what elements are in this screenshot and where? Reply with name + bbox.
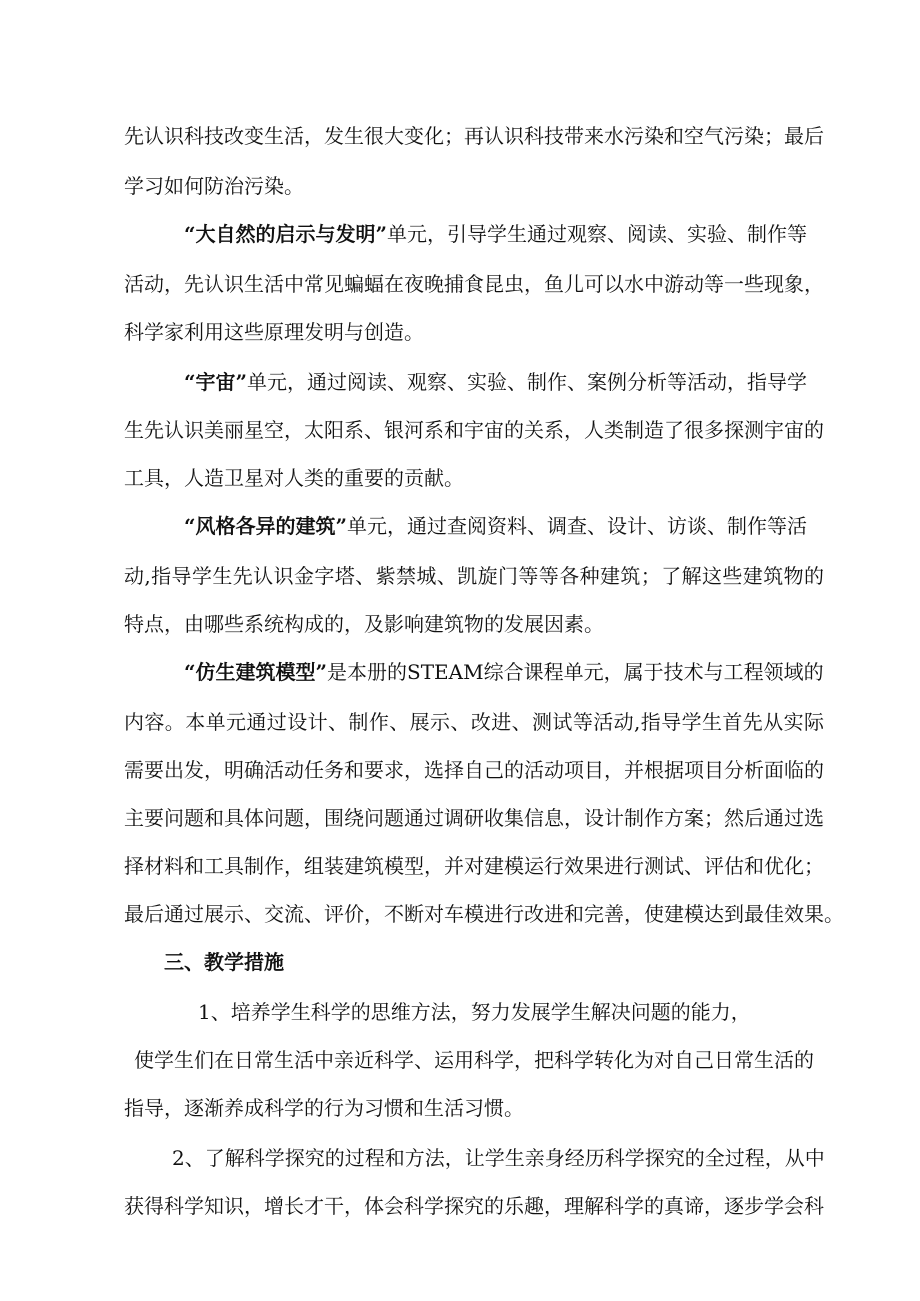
paragraph-line: 科学家利用这些原理发明与创造。	[124, 320, 424, 344]
measure-line: 1、培养学生科学的思维方法，努力发展学生解决问题的能力，	[198, 1000, 751, 1024]
measure-line: 2、了解科学探究的过程和方法，让学生亲身经历科学探究的全过程，从中	[172, 1146, 825, 1170]
measure-line: 指导，逐渐养成科学的行为习惯和生活习惯。	[124, 1096, 524, 1120]
paragraph-first-line	[184, 370, 807, 394]
paragraph-line: 择材料和工具制作，组装建筑模型，并对建模运行效果进行测试、评估和优化；	[124, 854, 824, 878]
unit-title: “宇宙”	[184, 370, 248, 394]
paragraph-first-line	[184, 514, 807, 538]
measure-line: 获得科学知识，增长才干，体会科学探究的乐趣，理解科学的真谛，逐步学会科	[124, 1194, 824, 1218]
paragraph-line: 动,指导学生先认识金字塔、紫禁城、凯旋门等等各种建筑；了解这些建筑物的	[124, 564, 824, 588]
paragraph-first-line	[184, 222, 807, 246]
paragraph-line: 内容。本单元通过设计、制作、展示、改进、测试等活动,指导学生首先从实际	[124, 710, 824, 734]
paragraph-text: 单元，通过阅读、观察、实验、制作、案例分析等活动，指导学	[247, 370, 808, 394]
paragraph-line: 需要出发，明确活动任务和要求，选择自己的活动项目，并根据项目分析面临的	[124, 758, 824, 782]
paragraph-text: 是本册的STEAM综合课程单元，属于技术与工程领域的	[327, 660, 824, 684]
paragraph-first-line	[184, 660, 824, 684]
paragraph-line: 工具，人造卫星对人类的重要的贡献。	[124, 466, 464, 490]
paragraph-text: 单元，通过查阅资料、调查、设计、访谈、制作等活	[347, 514, 808, 538]
unit-title: “大自然的启示与发明”	[184, 222, 388, 246]
section-heading: 三、教学措施	[164, 950, 284, 974]
unit-title: “仿生建筑模型”	[184, 660, 328, 684]
paragraph-line: 先认识科技改变生活，发生很大变化；再认识科技带来水污染和空气污染；最后	[124, 124, 824, 148]
paragraph-line: 生先认识美丽星空，太阳系、银河系和宇宙的关系，人类制造了很多探测宇宙的	[124, 418, 824, 442]
paragraph-line: 活动，先认识生活中常见蝙蝠在夜晚捕食昆虫，鱼儿可以水中游动等一些现象，	[124, 272, 824, 296]
paragraph-line: 特点，由哪些系统构成的，及影响建筑物的发展因素。	[124, 612, 604, 636]
measure-line: 使学生们在日常生活中亲近科学、运用科学，把科学转化为对自己日常生活的	[134, 1048, 814, 1072]
paragraph-line: 主要问题和具体问题，围绕问题通过调研收集信息，设计制作方案；然后通过选	[124, 806, 824, 830]
paragraph-line: 学习如何防治污染。	[124, 174, 304, 198]
unit-title: “风格各异的建筑”	[184, 514, 348, 538]
paragraph-text: 单元，引导学生通过观察、阅读、实验、制作等	[387, 222, 808, 246]
paragraph-line: 最后通过展示、交流、评价，不断对车模进行改进和完善，使建模达到最佳效果。	[124, 902, 844, 926]
